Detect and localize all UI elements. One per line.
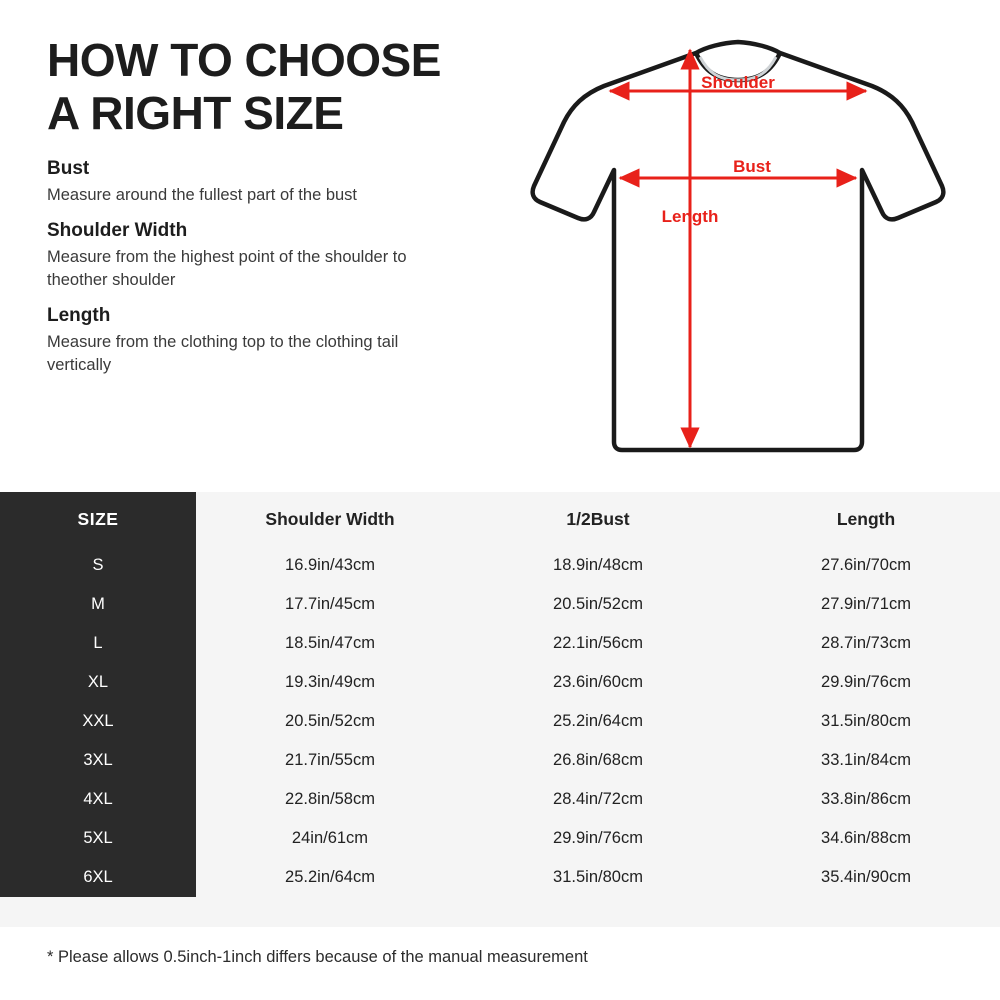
shoulder-label: Shoulder [701,73,775,92]
cell-half-bust: 29.9in/76cm [553,829,643,847]
measurement-instructions [47,34,487,376]
table-row [0,585,1000,624]
definition-term: Shoulder Width [47,220,188,242]
definition-shoulder-width [47,220,487,291]
table-row [0,819,1000,858]
definition-term: Length [47,305,111,327]
column-header-size: SIZE [0,492,196,546]
size-table [0,492,1000,897]
size-table-container [0,492,1000,927]
definition-description: Measure from the clothing top to the clothing tail vertically [47,333,399,374]
cell-size: XXL [0,702,196,741]
cell-size: 4XL [0,780,196,819]
table-header-row [0,492,1000,546]
table-row [0,858,1000,897]
cell-size: 3XL [0,741,196,780]
cell-half-bust: 20.5in/52cm [553,595,643,613]
cell-length: 27.6in/70cm [821,556,911,574]
cell-shoulder-width: 18.5in/47cm [285,634,375,652]
cell-shoulder-width: 24in/61cm [291,829,369,847]
definition-bust [47,158,487,206]
cell-half-bust: 28.4in/72cm [553,790,643,808]
column-header-shoulder-width: Shoulder Width [265,508,395,529]
bust-label: Bust [733,157,771,176]
definition-description: Measure from the highest point of the shoulder to theother shoulder [47,248,407,289]
cell-half-bust: 18.9in/48cm [553,556,643,574]
table-row [0,624,1000,663]
cell-size: XL [0,663,196,702]
cell-size: S [0,546,196,585]
cell-shoulder-width: 25.2in/64cm [285,868,375,886]
column-header-length: Length [836,508,896,529]
definition-term: Bust [47,157,90,179]
table-row [0,546,1000,585]
cell-size: M [0,585,196,624]
cell-length: 33.1in/84cm [821,751,911,769]
page-title-line-2: A RIGHT SIZE [47,86,344,139]
cell-length: 34.6in/88cm [821,829,911,847]
column-header-half-bust: 1/2Bust [566,508,630,529]
measurement-footnote: * Please allows 0.5inch-1inch differs because of the manual measurement [47,948,588,966]
cell-half-bust: 23.6in/60cm [553,673,643,691]
cell-size: L [0,624,196,663]
cell-shoulder-width: 22.8in/58cm [285,790,375,808]
cell-shoulder-width: 21.7in/55cm [285,751,375,769]
tshirt-outline [533,42,944,450]
cell-size: 6XL [0,858,196,897]
cell-shoulder-width: 20.5in/52cm [285,712,375,730]
cell-half-bust: 31.5in/80cm [553,868,643,886]
cell-length: 35.4in/90cm [821,868,911,886]
cell-shoulder-width: 17.7in/45cm [285,595,375,613]
cell-length: 27.9in/71cm [821,595,911,613]
cell-shoulder-width: 16.9in/43cm [285,556,375,574]
cell-size: 5XL [0,819,196,858]
intro-section [0,0,1000,492]
cell-half-bust: 26.8in/68cm [553,751,643,769]
cell-half-bust: 25.2in/64cm [553,712,643,730]
cell-length: 33.8in/86cm [821,790,911,808]
table-row [0,663,1000,702]
tshirt-diagram [500,10,980,480]
cell-length: 28.7in/73cm [821,634,911,652]
cell-shoulder-width: 19.3in/49cm [285,673,375,691]
page-title [47,34,487,140]
cell-length: 31.5in/80cm [821,712,911,730]
table-row [0,702,1000,741]
cell-half-bust: 22.1in/56cm [553,634,643,652]
table-row [0,780,1000,819]
cell-length: 29.9in/76cm [821,673,911,691]
table-row [0,741,1000,780]
length-label: Length [661,207,719,226]
definition-length [47,305,487,376]
definition-description: Measure around the fullest part of the bust [47,185,358,204]
page-title-line-1: HOW TO CHOOSE [47,34,441,86]
